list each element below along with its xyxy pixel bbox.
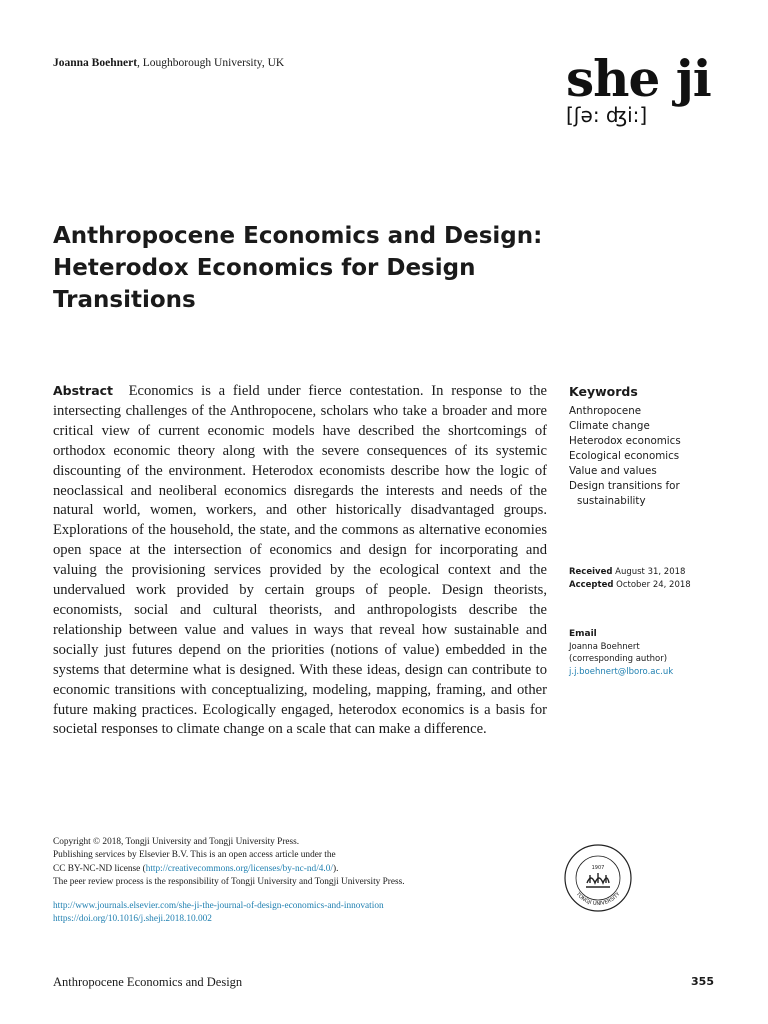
keyword-item: Heterodox economics (569, 435, 681, 447)
received-value: August 31, 2018 (612, 567, 686, 577)
accepted-value: October 24, 2018 (613, 580, 691, 590)
keyword-item: Ecological economics (569, 450, 680, 462)
seal-year: 1907 (591, 865, 605, 871)
page-number: 355 (691, 975, 714, 988)
article-dates (569, 566, 739, 592)
journal-logo-text: she ji (566, 49, 711, 108)
keyword-item: Anthropocene (569, 405, 642, 417)
email-heading: Email (569, 629, 597, 639)
license-link[interactable]: http://creativecommons.org/licenses/by-nc-nd/4.0/ (145, 863, 333, 874)
copyright-line: Copyright © 2018, Tongji University and Tongji University Press. (53, 837, 300, 847)
copyright-line: The peer review process is the responsibility of Tongji University and Tongji University Press. (53, 877, 405, 888)
accepted-date (569, 579, 739, 592)
copyright-line: Publishing services by Elsevier B.V. This is an open access article under the (53, 850, 336, 861)
email-link[interactable]: j.j.boehnert@lboro.ac.uk (569, 666, 674, 677)
author-line (53, 57, 284, 69)
running-title: Anthropocene Economics and Design (53, 975, 243, 989)
license-prefix: CC BY-NC-ND license ( (53, 863, 146, 874)
author-name: Joanna Boehnert (53, 57, 138, 69)
author-affiliation: , Loughborough University, UK (137, 57, 285, 69)
accepted-label: Accepted (569, 580, 614, 590)
seal-text-path: TONGJI UNIVERSITY (574, 891, 622, 908)
journal-logo-pronunciation: [ʃə: ʤi:] (566, 103, 648, 127)
seal-text (574, 891, 622, 907)
copyright-notice (53, 836, 523, 890)
keywords-heading: Keywords (569, 384, 638, 399)
article-title: Anthropocene Economics and Design: Heterodox Economics for Design Transitions (53, 223, 543, 313)
copyright-line (53, 863, 523, 876)
received-date (569, 566, 739, 579)
abstract-label: Abstract (53, 383, 114, 398)
abstract (53, 381, 547, 740)
keyword-item: sustainability (577, 495, 646, 507)
license-suffix: ). (332, 863, 339, 874)
keyword-item: Climate change (569, 420, 650, 432)
email-role: (corresponding author) (569, 654, 668, 664)
article-links (53, 900, 523, 927)
email-block (569, 628, 739, 678)
journal-logo (566, 49, 711, 127)
keyword-item: Value and values (569, 465, 657, 477)
email-name: Joanna Boehnert (569, 641, 640, 652)
keywords-panel (569, 384, 729, 509)
keyword-item: Design transitions for (569, 480, 680, 492)
abstract-text: Economics is a field under fierce contestation. In response to the intersecting challenges of the Anthropocene, scholars who take a broader and more critical view of current economic models have described the shortcomings of orthodox economic theory along with the severe consequences of its systemic discounting of the environment. Heterodox economists describe how the logic of neoclassical and neoliberal economics disregards the interests and needs of the natural world, women, workers, and other historically disadvantaged groups. Explorations of the household, the state, and the commons as alternative economies open space at the intersection of economics and design for incorporating and valuing the provisioning services provided by the ecological context and the undervalued work provided by certain groups of people. Design theorists, economists, social and cultural theorists, and anthropologists describe the relationship between value and values in ways that reveal how sustainable and socially just futures depend on the priorities (notions of value) embedded in the systems that determine what is designed. With these ideas, design can contribute to economic transitions with conceptualizing, modeling, mapping, framing, and other future making practices. Ecologically engaged, heterodox economics is a basis for societal responses to climate change on a scale that can make a difference. (53, 383, 547, 738)
doi-link[interactable]: https://doi.org/10.1016/j.sheji.2018.10.002 (53, 914, 212, 925)
journal-url-link[interactable]: http://www.journals.elsevier.com/she-ji-the-journal-of-design-economics-and-innovation (53, 901, 384, 911)
received-label: Received (569, 567, 613, 577)
tongji-university-seal-icon (563, 843, 633, 913)
